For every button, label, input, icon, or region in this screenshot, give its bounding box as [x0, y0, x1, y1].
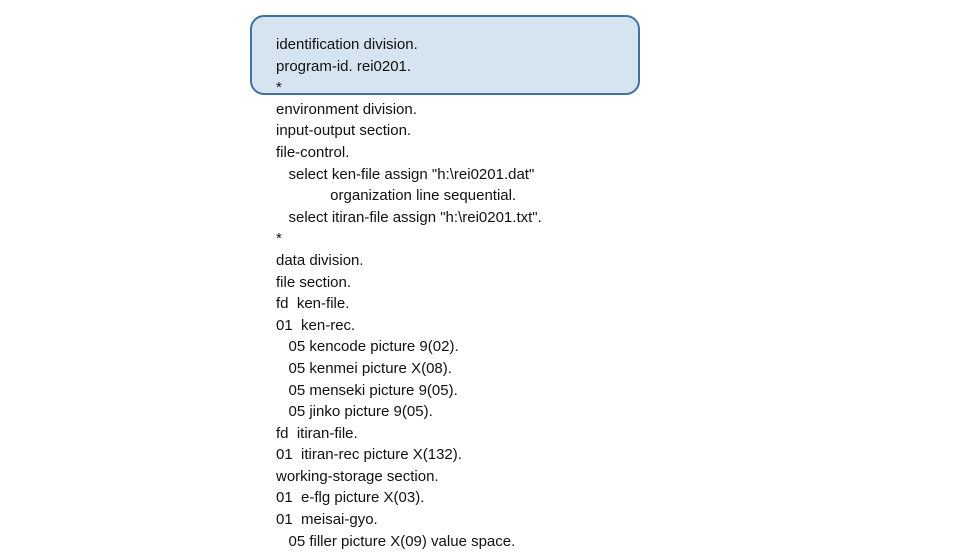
- code-line: 01 itiran-rec picture X(132).: [276, 446, 462, 464]
- code-line: 05 jinko picture 9(05).: [276, 403, 433, 421]
- code-line: *: [276, 230, 282, 248]
- code-line: 05 kenmei picture X(08).: [276, 359, 452, 377]
- code-line: 05 menseki picture 9(05).: [276, 381, 458, 399]
- code-line: fd ken-file.: [276, 295, 350, 313]
- code-listing: [276, 34, 542, 552]
- code-line: 01 e-flg picture X(03).: [276, 489, 425, 507]
- code-line: working-storage section.: [276, 467, 439, 485]
- code-line: identification division.: [276, 36, 418, 53]
- code-line: program-id. rei0201.: [276, 57, 412, 75]
- code-line: 01 ken-rec.: [276, 316, 356, 334]
- code-line: file section.: [276, 273, 352, 291]
- code-line: 05 kencode picture 9(02).: [276, 338, 459, 356]
- code-line: *: [276, 79, 282, 97]
- code-line: environment division.: [276, 100, 417, 118]
- code-line: 05 filler picture X(09) value space.: [276, 532, 516, 550]
- code-line: organization line sequential.: [276, 187, 517, 205]
- code-line: select ken-file assign "h:\rei0201.dat": [276, 165, 535, 183]
- code-line: fd itiran-file.: [276, 424, 358, 442]
- code-line: data division.: [276, 251, 364, 269]
- code-line: 01 meisai-gyo.: [276, 511, 378, 529]
- code-line: select itiran-file assign "h:\rei0201.txt".: [276, 208, 542, 226]
- code-line: input-output section.: [276, 122, 412, 140]
- code-line: file-control.: [276, 143, 350, 161]
